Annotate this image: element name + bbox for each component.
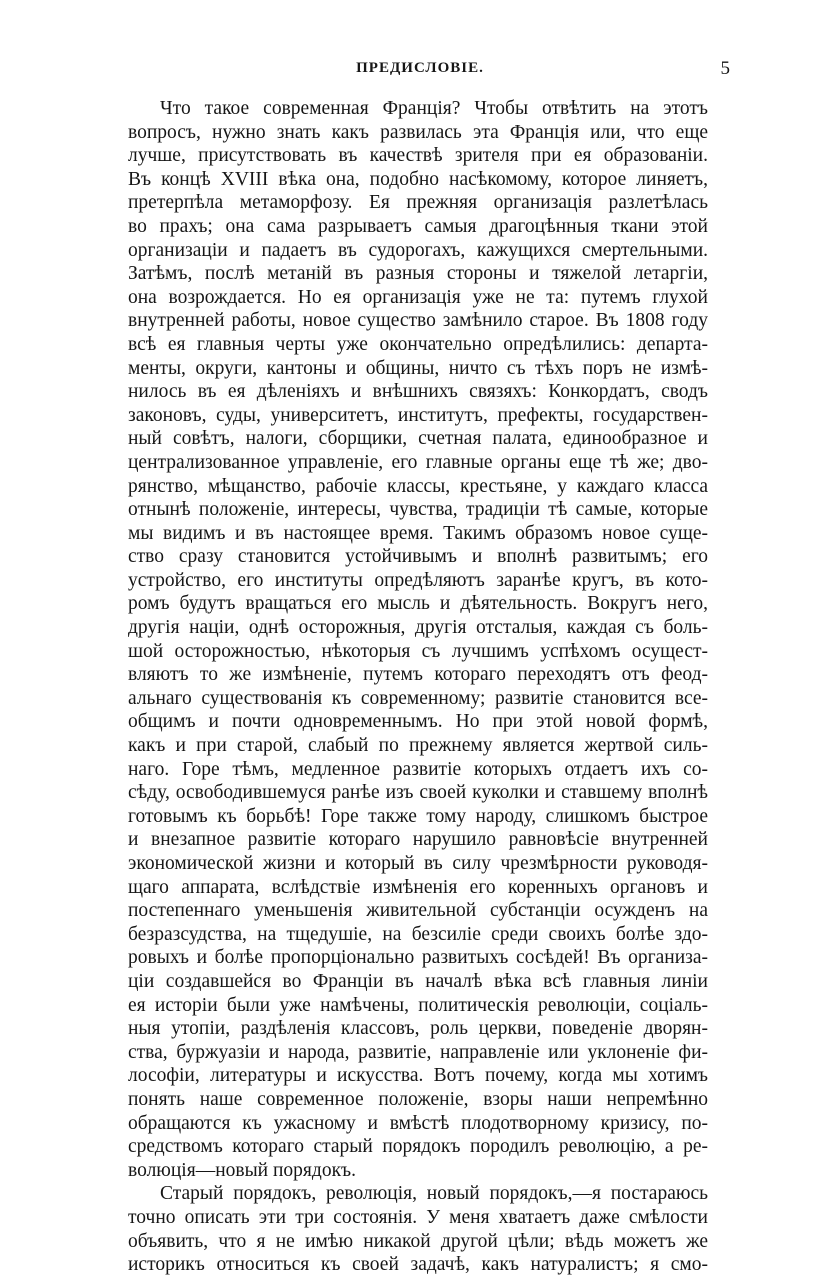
text-line: Старый порядокъ, революція, новый порядокъ,—я постараюсь (160, 1183, 708, 1205)
text-line: организаціи и падаетъ въ судорогахъ, кажущихся смертельными. (128, 239, 708, 261)
text-line: вляютъ то же измѣненіе, путемъ котораго переходятъ отъ феод- (128, 664, 708, 686)
text-line: Затѣмъ, послѣ метаній въ разныя стороны и тяжелой летаргіи, (128, 263, 708, 285)
text-line: объявить, что я не имѣю никакой другой цѣли; вѣдь можетъ же (128, 1230, 708, 1252)
text-line: Въ концѣ XVIII вѣка она, подобно насѣкомому, которое линяетъ, (128, 168, 708, 190)
text-line: менты, округи, кантоны и общины, ничто съ тѣхъ поръ не измѣ- (128, 357, 708, 379)
text-line: альнаго существованія къ современному; развитіе становится все- (128, 687, 708, 709)
text-line: отнынѣ положеніе, интересы, чувства, традиціи тѣ самые, которые (128, 499, 708, 521)
text-line: она возрождается. Но ея организація уже не та: путемъ глухой (128, 286, 708, 308)
text-line: ромъ будутъ вращаться его мысль и дѣятельность. Вокругъ него, (128, 593, 708, 615)
text-line: централизованное управленіе, его главные органы еще тѣ же; дво- (128, 451, 708, 473)
text-line: безразсудства, на тщедушіе, на безсиліе среди своихъ болѣе здо- (128, 923, 708, 945)
text-line: законовъ, суды, университетъ, институтъ, префекты, государствен- (128, 404, 708, 426)
text-line: сѣду, освободившемуся ранѣе изъ своей куколки и ставшему вполнѣ (128, 782, 708, 804)
text-line: постепеннаго уменьшенія живительной субстанціи осужденъ на (128, 900, 708, 922)
paragraph (128, 97, 708, 1182)
running-title: ПРЕДИСЛОВІЕ. (356, 60, 484, 76)
text-line: лучше, присутствовать въ качествѣ зрителя при ея образованіи. (128, 145, 708, 167)
text-line: готовымъ къ борьбѣ! Горе также тому народу, слишкомъ быстрое (128, 805, 708, 827)
text-line: средствомъ котораго старый порядокъ породилъ революцію, а ре- (128, 1136, 708, 1158)
text-line: вопросъ, нужно знать какъ развилась эта Франція или, что еще (128, 121, 708, 143)
text-line: Что такое современная Франція? Чтобы отвѣтить на этотъ (160, 98, 708, 119)
text-line: обращаются къ ужасному и вмѣстѣ плодотворному кризису, по- (128, 1112, 708, 1134)
text-line: внутренней работы, новое существо замѣнило старое. Въ 1808 году (128, 310, 708, 332)
text-line: всѣ ея главныя черты уже окончательно опредѣлились: департа- (128, 333, 708, 355)
text-line: понять наше современное положеніе, взоры наши непремѣнно (128, 1088, 708, 1110)
paragraph (128, 1182, 708, 1276)
text-line: мы видимъ и въ настоящее время. Такимъ образомъ новое суще- (128, 522, 708, 544)
text-line: какъ и при старой, слабый по прежнему является жертвой силь- (128, 735, 708, 757)
text-line: экономической жизни и который въ силу чрезмѣрности руководя- (128, 853, 708, 874)
text-line: ныя утопіи, раздѣленія классовъ, роль церкви, поведеніе дворян- (128, 1018, 708, 1040)
text-line: ея исторіи были уже намѣчены, политическія революціи, соціаль- (128, 994, 708, 1016)
text-line: историкъ относиться къ своей задачѣ, какъ натуралистъ; я смо- (128, 1254, 708, 1276)
text-line: и внезапное развитіе котораго нарушило равновѣсіе внутренней (128, 829, 708, 851)
text-line: другія націи, однѣ осторожныя, другія отсталыя, каждая съ боль- (128, 617, 708, 639)
text-line: нилось въ ея дѣленіяхъ и внѣшнихъ связяхъ: Конкордатъ, сводъ (128, 381, 708, 403)
body-text (128, 97, 708, 1277)
text-line: претерпѣла метаморфозу. Ея прежняя организація разлетѣлась (128, 192, 708, 214)
text-line: ціи создавшейся во Франціи въ началѣ вѣка всѣ главныя линіи (128, 970, 708, 992)
text-line: ства, буржуазіи и народа, развитіе, направленіе или уклоненіе фи- (128, 1041, 708, 1063)
text-line: щаго аппарата, вслѣдствіе измѣненія его коренныхъ органовъ и (128, 876, 708, 898)
text-line: во прахъ; она сама разрываетъ самыя драгоцѣнныя ткани этой (128, 215, 708, 237)
text-line: устройство, его институты опредѣляютъ заранѣе кругъ, въ кото- (128, 569, 708, 591)
text-line: ровыхъ и болѣе пропорціонально развитыхъ сосѣдей! Въ организа- (128, 947, 708, 969)
running-head (110, 60, 730, 84)
text-line: ный совѣтъ, налоги, сборщики, счетная палата, единообразное и (128, 428, 708, 450)
text-line: волюція—новый порядокъ. (128, 1159, 357, 1181)
text-line: наго. Горе тѣмъ, медленное развитіе которыхъ отдаетъ ихъ со- (128, 758, 708, 780)
text-line: рянство, мѣщанство, рабочіе классы, крестьяне, у каждаго класса (128, 475, 708, 497)
text-line: общимъ и почти одновременнымъ. Но при этой новой формѣ, (128, 711, 708, 733)
text-line: ство сразу становится устойчивымъ и вполнѣ развитымъ; его (128, 546, 708, 568)
text-line: лософіи, литературы и искусства. Вотъ почему, когда мы хотимъ (128, 1065, 708, 1087)
page-number: 5 (720, 58, 730, 79)
text-line: точно описать эти три состоянія. У меня хватаетъ даже смѣлости (128, 1206, 708, 1228)
text-line: шой осторожностью, нѣкоторыя съ лучшимъ успѣхомъ осущест- (128, 640, 708, 662)
